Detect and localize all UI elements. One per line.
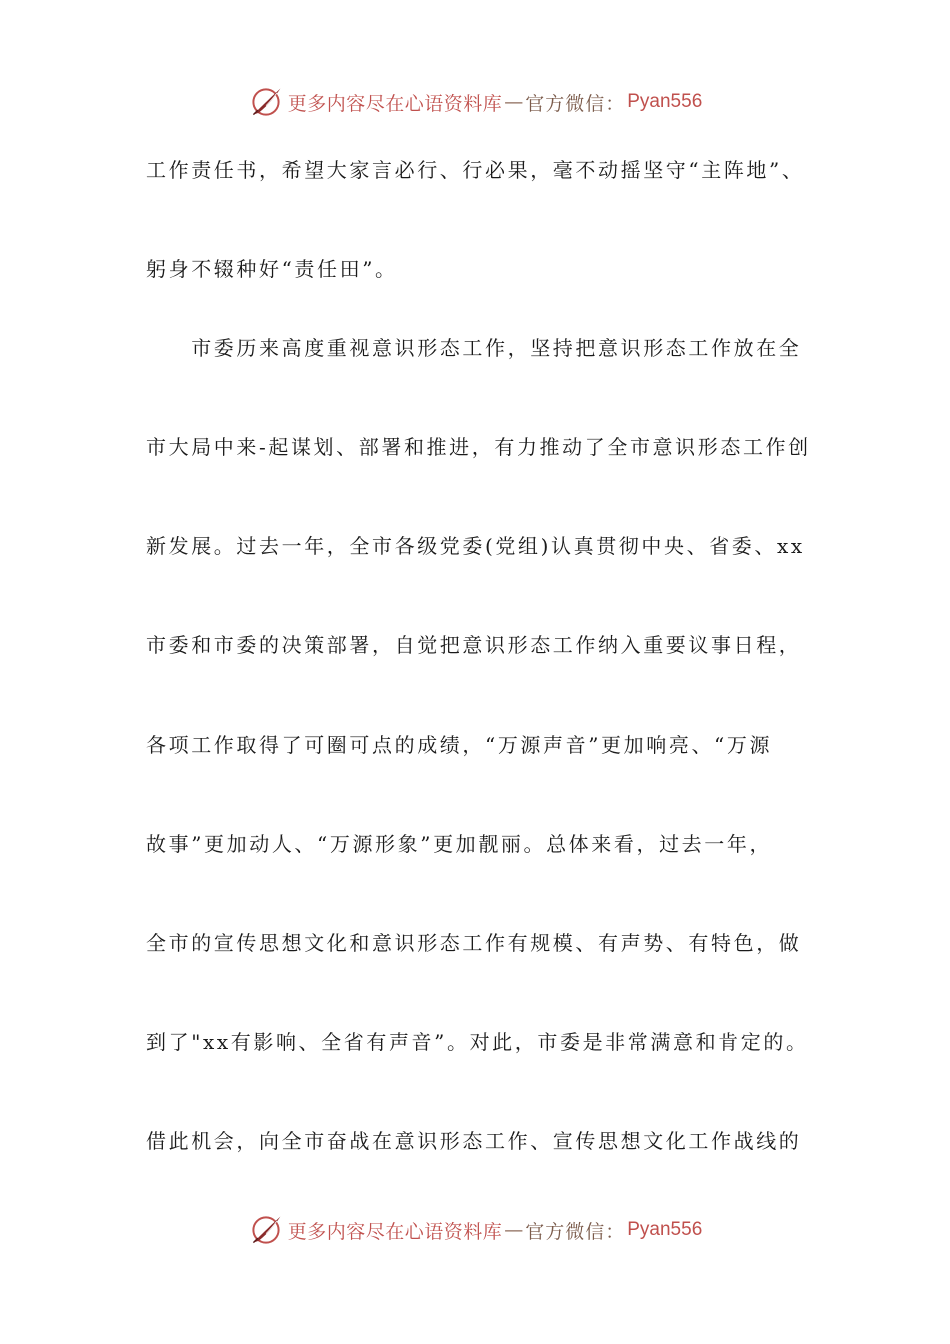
body-line-9: 全市的宣传思想文化和意识形态工作有规模、有声势、有特色，做 (146, 930, 802, 955)
body-line-6: 市委和市委的决策部署，自觉把意识形态工作纳入重要议事日程， (146, 633, 802, 658)
banner-dash: — (504, 1219, 524, 1241)
banner-wechat-id: Pyan556 (627, 91, 703, 112)
banner-brand-text: 更多内容尽在心语资料库 (287, 92, 503, 115)
document-body (146, 146, 826, 1167)
footer-banner (0, 1210, 950, 1250)
banner-official-label: 官方微信： (525, 92, 626, 115)
body-line-3: 市委历来高度重视意识形态工作，坚持把意识形态工作放在全 (146, 335, 802, 360)
header-banner (0, 82, 950, 122)
banner-dash: — (504, 91, 524, 113)
banner-official-label: 官方微信： (525, 1220, 626, 1243)
quill-pen-logo-icon (248, 84, 284, 120)
body-line-8: 故事”更加动人、“万源形象”更加靓丽。总体来看，过去一年， (146, 831, 773, 856)
banner-wechat-id: Pyan556 (627, 1219, 703, 1240)
body-line-4: 市大局中来-起谋划、部署和推进，有力推动了全市意识形态工作创 (146, 434, 811, 459)
body-line-5: 新发展。过去一年，全市各级党委(党组)认真贯彻中央、省委、xx (146, 534, 805, 559)
body-line-10: 到了"xx有影响、全省有声音”。对此，市委是非常满意和肯定的。 (146, 1030, 809, 1055)
body-line-7: 各项工作取得了可圈可点的成绩，“万源声音”更加响亮、“万源 (146, 732, 773, 757)
body-line-1: 工作责任书，希望大家言必行、行必果，毫不动摇坚守“主阵地”、 (146, 158, 805, 182)
banner-brand-text: 更多内容尽在心语资料库 (287, 1220, 503, 1243)
quill-pen-logo-icon (248, 1212, 284, 1248)
body-line-11: 借此机会，向全市奋战在意识形态工作、宣传思想文化工作战线的 (146, 1129, 802, 1154)
body-line-2: 躬身不辍种好“责任田”。 (146, 257, 398, 282)
